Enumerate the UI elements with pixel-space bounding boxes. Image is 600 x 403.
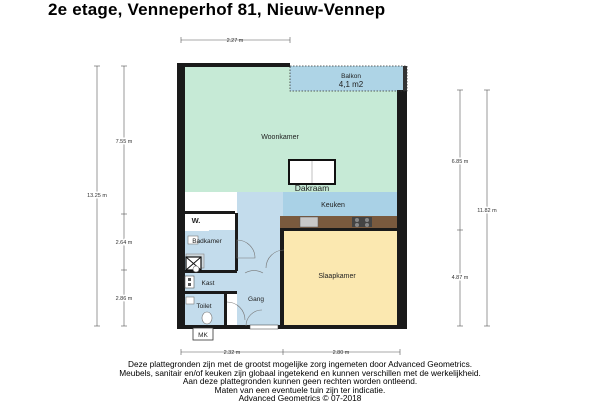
dim-left-toilet: 2.86 m xyxy=(115,296,133,302)
label-balkon: Balkon xyxy=(341,73,361,80)
kast-meter xyxy=(188,283,191,286)
footer-line: Meubels, sanitair en/of keuken zijn globaal ingetekend en kunnen verschillen met de werkelijkheid. xyxy=(119,367,481,378)
wall-kast-bottom xyxy=(185,291,237,294)
toilet-sink xyxy=(186,297,194,304)
label-badkamer: Badkamer xyxy=(192,238,222,245)
label-toilet: Toilet xyxy=(196,303,212,310)
wall-toilet xyxy=(224,293,227,326)
dim-left-woonkamer: 7.55 m xyxy=(115,139,133,145)
wall-right xyxy=(397,90,407,328)
page-title: 2e etage, Venneperhof 81, Nieuw-Vennep xyxy=(48,0,386,19)
label-woonkamer: Woonkamer xyxy=(261,134,299,141)
dim-top-width: 2.27 m xyxy=(226,38,244,44)
balkon-railing xyxy=(403,66,407,91)
footer-line: Aan deze plattegronden kunnen geen rechten worden ontleend. xyxy=(182,376,418,387)
burner xyxy=(355,223,359,227)
wall-top xyxy=(177,63,290,67)
burner xyxy=(355,218,359,222)
disclaimer-footer xyxy=(0,360,600,403)
label-gang: Gang xyxy=(248,296,264,303)
dim-right-woonkamer: 6.85 m xyxy=(451,159,469,165)
dim-left-badkamer: 2.64 m xyxy=(115,240,133,246)
dim-bottom-left: 2.32 m xyxy=(223,350,241,356)
footer-line: Deze plattegronden zijn met de grootst mogelijke zorg ingemeten door Advanced Geometrics. xyxy=(127,359,473,369)
wall-slaapkamer xyxy=(280,228,284,326)
label-balkon-area: 4,1 m2 xyxy=(338,80,364,89)
kitchen-cooktop xyxy=(352,217,372,227)
shower-drain xyxy=(193,266,199,272)
dim-right-total: 11.82 m xyxy=(477,208,497,214)
wall-slaapkamer-top xyxy=(280,228,397,231)
label-kast: Kast xyxy=(201,280,215,287)
label-slaapkamer: Slaapkamer xyxy=(318,273,356,280)
kast-meter xyxy=(188,278,191,281)
label-wasmachine: W. xyxy=(191,216,201,225)
kitchen-sink xyxy=(300,217,318,227)
footer-line: Advanced Geometrics © 07-2018 xyxy=(238,393,362,403)
toilet-bowl xyxy=(202,312,212,324)
wall-badkamer xyxy=(235,213,238,271)
dim-left-total: 13.25 m xyxy=(87,193,107,199)
front-door-opening xyxy=(250,325,278,329)
footer-line: Maten van een eventuele tuin zijn ter indicatie. xyxy=(214,384,386,395)
gang-area xyxy=(237,192,283,326)
dim-bottom-right: 2.80 m xyxy=(332,350,350,356)
label-dakraam: Dakraam xyxy=(294,183,330,193)
kitchen-counter xyxy=(280,216,397,228)
label-mk: MK xyxy=(198,332,208,339)
kast-box xyxy=(185,276,194,288)
burner xyxy=(365,223,369,227)
wall-left xyxy=(177,63,185,328)
burner xyxy=(365,218,369,222)
dimension-bottom xyxy=(181,349,400,355)
dim-right-slaapkamer: 4.87 m xyxy=(451,275,469,281)
label-keuken: Keuken xyxy=(321,202,345,209)
wall-badkamer-top xyxy=(185,211,235,214)
